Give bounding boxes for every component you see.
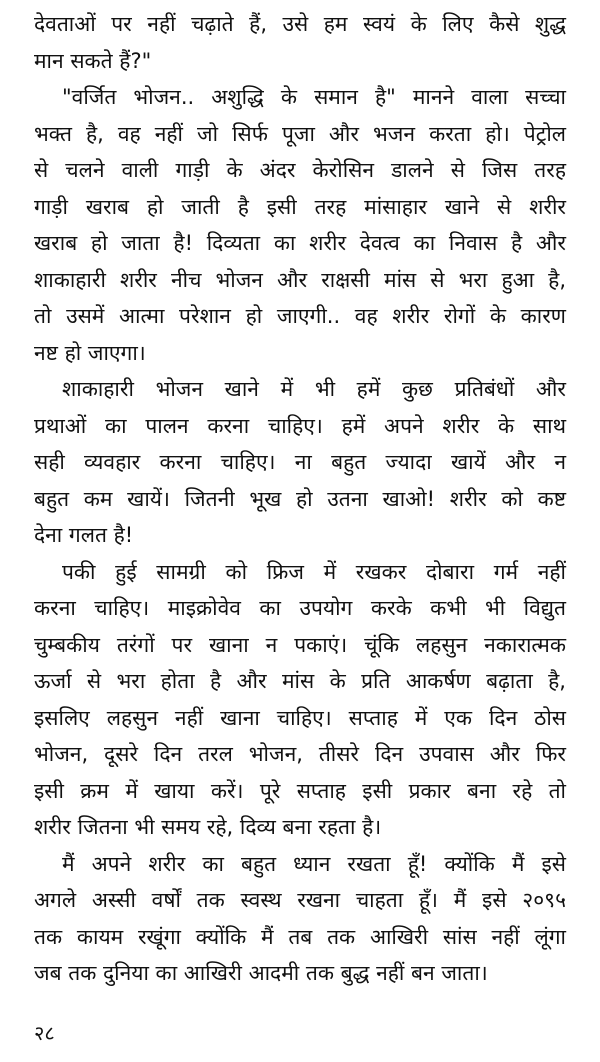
- page-number: २८: [34, 1021, 55, 1045]
- text-line: मैं अपने शरीर का बहुत ध्यान रखता हूँ! क्योंकि मैं इसे: [62, 851, 566, 876]
- text-line: तो उसमें आत्मा परेशान हो जाएगी.. वह शरीर रोगों के कारण: [34, 304, 566, 328]
- text-line: जब तक दुनिया का आखिरी आदमी तक बुद्ध नहीं बन जाता।: [34, 961, 488, 985]
- text-line: ऊर्जा से भरा होता है और मांस के प्रति आकर्षण बढ़ाता है,: [34, 669, 566, 693]
- text-line: शाकाहारी शरीर नीच भोजन और राक्षसी मांस से भरा हुआ है,: [34, 267, 566, 292]
- text-line: भक्त है, वह नहीं जो सिर्फ पूजा और भजन करता हो। पेट्रोल: [34, 121, 566, 146]
- text-line: बहुत कम खायें। जितनी भूख हो उतना खाओ! शरीर को कष्ट: [34, 486, 566, 511]
- text-line: खराब हो जाता है! दिव्यता का शरीर देवत्व का निवास है और: [34, 231, 566, 255]
- text-line: अगले अस्सी वर्षों तक स्वस्थ रखना चाहता हूँ। मैं इसे २०९५: [34, 888, 566, 912]
- text-line: चुम्बकीय तरंगों पर खाना न पकाएं। चूंकि लहसुन नकारात्मक: [34, 632, 566, 657]
- paragraph-3: [34, 371, 566, 554]
- text-line: मान सकते हैं?": [34, 48, 152, 73]
- text-line: देवताओं पर नहीं चढ़ाते हैं, उसे हम स्वयं के लिए कैसे शुद्ध: [34, 12, 566, 36]
- paragraph-2: [34, 79, 566, 371]
- text-line: से चलने वाली गाड़ी के अंदर केरोसिन डालने से जिस तरह: [34, 158, 566, 182]
- text-line: नष्ट हो जाएगा।: [34, 340, 146, 365]
- text-line: शाकाहारी भोजन खाने में भी हमें कुछ प्रतिबंधों और: [62, 377, 566, 401]
- text-line: तक कायम रखूंगा क्योंकि मैं तब तक आखिरी सांस नहीं लूंगा: [34, 924, 566, 949]
- text-line: "वर्जित भोजन.. अशुद्धि के समान है" मानने वाला सच्चा: [62, 85, 566, 109]
- text-line: करना चाहिए। माइक्रोवेव का उपयोग करके कभी भी विद्युत: [34, 596, 566, 620]
- text-line: पकी हुई सामग्री को फ्रिज में रखकर दोबारा गर्म नहीं: [62, 559, 566, 584]
- text-line: इसी क्रम में खाया करें। पूरे सप्ताह इसी प्रकार बना रहे तो: [34, 778, 566, 803]
- text-line: भोजन, दूसरे दिन तरल भोजन, तीसरे दिन उपवास और फिर: [34, 742, 566, 766]
- text-line: प्रथाओं का पालन करना चाहिए। हमें अपने शरीर के साथ: [34, 413, 566, 438]
- text-line: इसलिए लहसुन नहीं खाना चाहिए। सप्ताह में एक दिन ठोस: [34, 705, 566, 730]
- paragraph-1: [34, 6, 566, 79]
- paragraph-5: [34, 846, 566, 992]
- text-line: देना गलत है!: [34, 523, 134, 547]
- text-line: गाड़ी खराब हो जाती है इसी तरह मांसाहार खाने से शरीर: [34, 194, 566, 219]
- text-line: शरीर जितना भी समय रहे, दिव्य बना रहता है।: [34, 815, 382, 839]
- page-body: [34, 6, 566, 992]
- paragraph-4: [34, 554, 566, 846]
- text-line: सही व्यवहार करना चाहिए। ना बहुत ज्यादा खायें और न: [34, 450, 566, 474]
